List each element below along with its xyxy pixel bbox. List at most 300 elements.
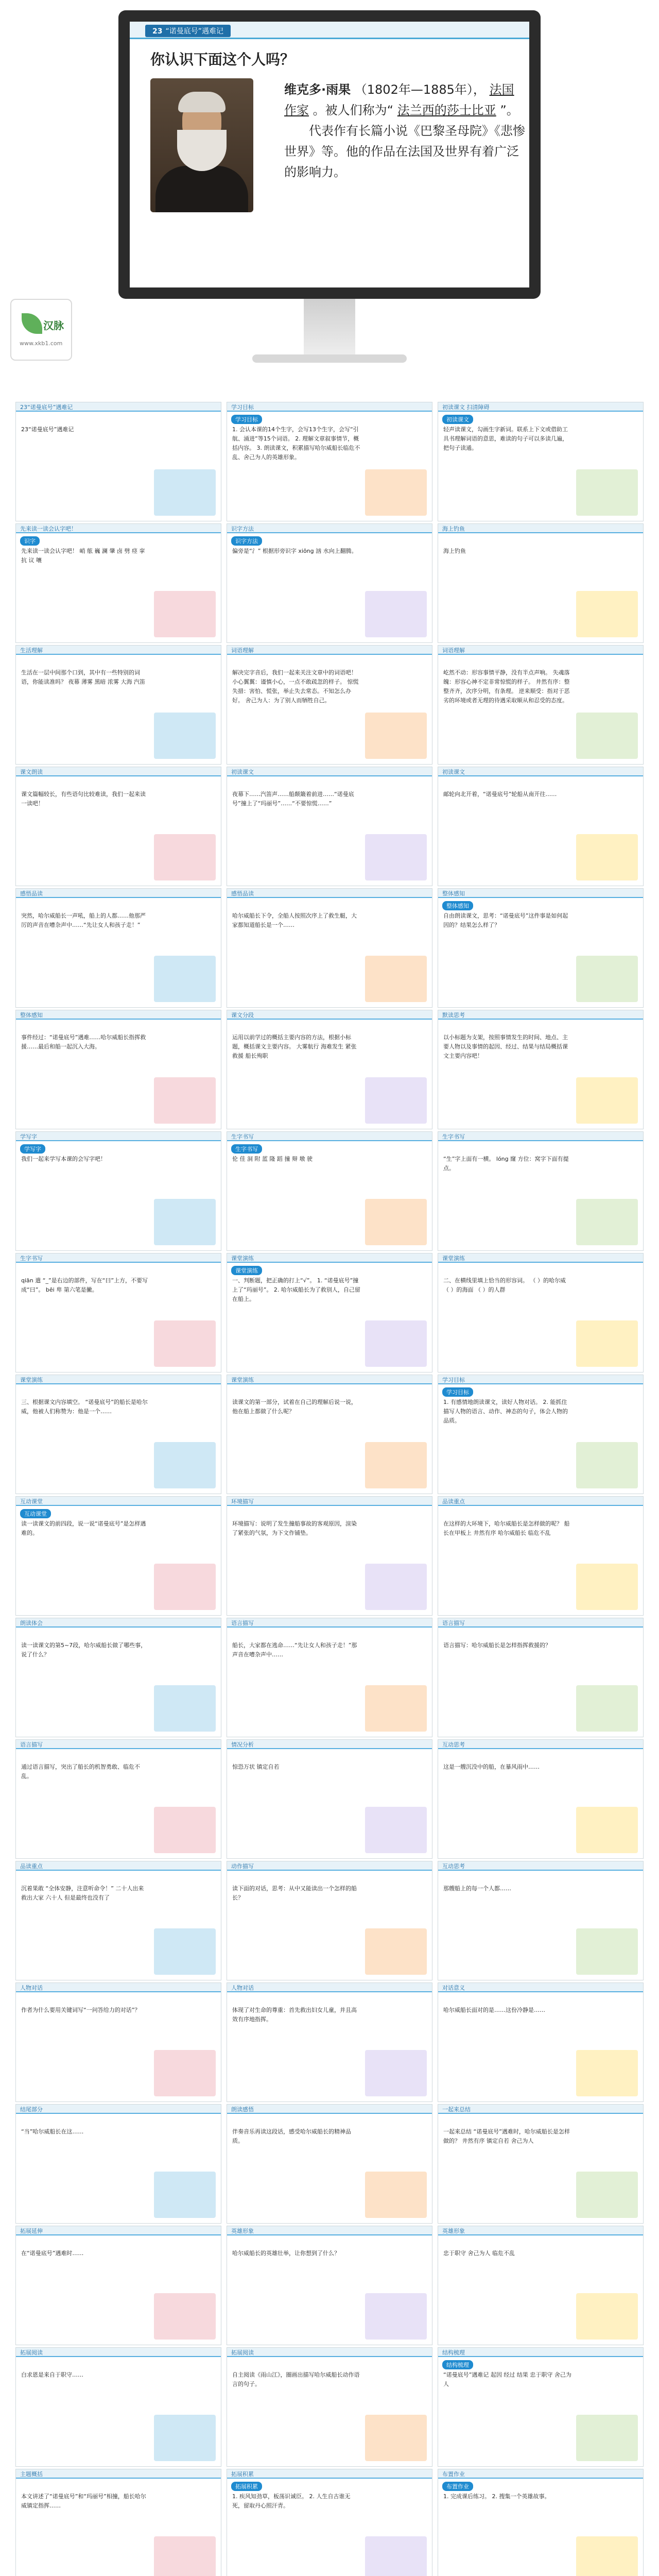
slide-illustration	[365, 469, 427, 516]
slide-thumbnail[interactable]	[227, 645, 432, 765]
slide-header-bar	[438, 1740, 643, 1749]
slide-title: 结尾部分	[20, 2106, 43, 2113]
slide-header-bar	[438, 1983, 643, 1992]
slide-thumbnail[interactable]	[438, 1496, 644, 1616]
slide-body-text: 语言描写：哈尔威船长是怎样指挥救援的？	[443, 1642, 551, 1649]
slide-illustration	[576, 2172, 638, 2218]
slide-header-bar	[438, 2469, 643, 2479]
slide-header-bar	[227, 2226, 432, 2235]
slide-title: 布置作业	[442, 2471, 465, 2478]
slide-section-tag: 学习目标	[231, 415, 262, 424]
slide-body-text: “诺曼底号”遇难记 起因 经过 结果 忠于职守 舍己为人	[443, 2371, 571, 2387]
slide-thumbnail[interactable]	[227, 1618, 432, 1737]
slide-thumbnail[interactable]	[227, 1131, 432, 1251]
slide-header-bar	[16, 2469, 221, 2479]
slide-header-bar	[438, 646, 643, 655]
slide-header-bar	[227, 2469, 432, 2479]
slide-thumbnail[interactable]	[227, 1253, 432, 1372]
slide-illustration	[576, 956, 638, 1002]
slide-illustration	[365, 1077, 427, 1124]
slide-header-bar	[16, 1132, 221, 1141]
slide-thumbnail[interactable]	[227, 767, 432, 886]
slide-title: 整体感知	[442, 890, 465, 897]
slide-thumbnail[interactable]	[227, 523, 432, 643]
slide-body-text: 解决完字音后，我们一起来关注文章中的词语吧！ 小心翼翼：谨慎小心，一点不敢疏忽的样子。 惊慌失措：害怕、慌张，举止失去常态。不知怎么办好。 舍己为人：为了别人而牺牲自己。	[232, 669, 359, 704]
bio-years: （1802年—1885年），	[354, 82, 485, 97]
slide-illustration	[576, 2050, 638, 2096]
slide-illustration	[365, 1685, 427, 1732]
slide-title: 主题概括	[20, 2471, 43, 2478]
slide-thumbnail[interactable]	[15, 1982, 221, 2102]
slide-header-bar	[16, 889, 221, 898]
slide-illustration	[576, 2293, 638, 2340]
slide-title: 拓展阅读	[20, 2349, 43, 2356]
slide-header-bar	[16, 402, 221, 412]
slide-thumbnail[interactable]	[15, 1861, 221, 1980]
slide-header-bar	[438, 1375, 643, 1384]
bio-text-a: 。被人们称为“	[313, 103, 394, 117]
slide-body-text: 船长，大家都在逃命……“先让女人和孩子走！”那声音在嘈杂声中……	[232, 1642, 357, 1658]
slide-illustration	[365, 1199, 427, 1245]
slide-illustration	[576, 713, 638, 759]
slide-illustration	[154, 2293, 216, 2340]
slide-title: 海上钓鱼	[442, 526, 465, 532]
slide-title: 课文朗读	[20, 769, 43, 775]
slide-thumbnail[interactable]	[438, 1861, 644, 1980]
slide-title: 互动思考	[442, 1741, 465, 1748]
slide-illustration	[154, 2536, 216, 2576]
slide-title: 生字书写	[442, 1133, 465, 1140]
slide-title: 课文分段	[231, 1012, 254, 1019]
slide-header-bar	[227, 1132, 432, 1141]
slide-title: 英雄形象	[231, 2228, 254, 2234]
portrait-coat	[155, 166, 248, 212]
monitor-stand	[304, 299, 355, 355]
slide-illustration	[154, 1442, 216, 1488]
slide-thumbnail[interactable]	[15, 2226, 221, 2345]
slide-title: 课堂演练	[231, 1255, 254, 1262]
slide-body-text: 哈尔威船长面对的是……这份冷静是……	[443, 2007, 545, 2013]
slide-body-text: 夜幕下……汽笛声……船颠簸着前进……“诺曼底号”撞上了“玛丽号”……“不要惊慌……”	[232, 791, 354, 807]
slide-header-bar	[438, 1132, 643, 1141]
slide-body-text: 二、在横线里填上恰当的形容词。 （ ）的哈尔威 （ ）的海面 （ ）的人群	[443, 1277, 566, 1293]
slide-thumbnail[interactable]	[227, 888, 432, 1008]
slide-body-text: 自由朗读课文，思考：“诺曼底号”这件事是如何起因的？结果怎么样了？	[443, 912, 568, 928]
slide-title: 学习目标	[231, 404, 254, 411]
slide-illustration	[365, 1564, 427, 1610]
slide-title: 互动思考	[442, 1863, 465, 1870]
slide-illustration	[365, 2293, 427, 2340]
slide-header-bar	[438, 1497, 643, 1506]
slide-body-text: 作者为什么要用关键词写“一问答给力的对话”？	[21, 2007, 141, 2013]
slide-section-tag: 识字	[20, 536, 40, 546]
slide-header-bar	[438, 889, 643, 898]
slide-body-text: 伴奏音乐再读这段话，感受哈尔威船长的精神品质。	[232, 2128, 351, 2144]
slide-header-bar	[16, 1618, 221, 1628]
slide-body-text: 1. 疾风知劲草，板荡识诚臣。 2. 人生自古谁无死，留取丹心照汗青。	[232, 2493, 351, 2509]
slide-illustration	[154, 1807, 216, 1853]
slide-title: 生字书写	[231, 1133, 254, 1140]
slide-illustration	[365, 2415, 427, 2461]
slide-illustration	[154, 1564, 216, 1610]
slide-title: 英雄形象	[442, 2228, 465, 2234]
slide-title: 拓展阅读	[231, 2349, 254, 2356]
slide-header-bar	[16, 2105, 221, 2114]
slide-header-bar	[227, 1618, 432, 1628]
slide-thumbnail[interactable]	[15, 1131, 221, 1251]
lesson-number: 23	[152, 27, 163, 36]
slide-title: 初读课文	[442, 769, 465, 775]
slide-section-tag: 学写字	[20, 1144, 45, 1154]
monitor-stand-base	[252, 354, 407, 363]
slide-thumbnail[interactable]	[227, 402, 432, 521]
slide-body-text: 体现了对生命的尊重：首先救出妇女儿童，并且高效有序地指挥。	[232, 2007, 357, 2023]
slide-body-text: “生”字上面有一横。 lóng 窿 方位：窝字下面有提点。	[443, 1156, 569, 1172]
slide-body-text: 事件经过：“诺曼底号”遇难……哈尔威船长指挥救援……最后和船一起沉入大海。	[21, 1034, 146, 1050]
slide-title: 结构梳理	[442, 2349, 465, 2356]
slide-illustration	[365, 956, 427, 1002]
slide-thumbnail[interactable]	[15, 1496, 221, 1616]
slide-header-bar	[16, 1497, 221, 1506]
slide-body-text: “当”哈尔威船长在这……	[21, 2128, 84, 2135]
slide-illustration	[154, 2415, 216, 2461]
slide-illustration	[576, 469, 638, 516]
slide-section-tag: 初读课文	[442, 415, 473, 424]
slide-header-bar	[227, 1010, 432, 1020]
slide-title: 感悟品读	[231, 890, 254, 897]
slide-thumbnail[interactable]	[15, 2347, 221, 2467]
slide-thumbnail[interactable]	[227, 1375, 432, 1494]
slide-body-text: 在这样的大环境下，哈尔威船长是怎样做的呢？ 船长在甲板上 井然有序 哈尔威船长 临危不乱	[443, 1520, 570, 1536]
slide-section-tag: 整体感知	[442, 901, 473, 910]
slide-illustration	[154, 469, 216, 516]
lesson-title: “诺曼底号”遇难记	[165, 27, 223, 36]
slide-thumbnail[interactable]	[15, 1253, 221, 1372]
slide-illustration	[576, 591, 638, 637]
slide-thumbnail[interactable]	[227, 1496, 432, 1616]
slide-header-bar	[16, 2348, 221, 2357]
slide-header-bar	[227, 889, 432, 898]
slide-thumbnail[interactable]	[438, 1375, 644, 1494]
author-portrait	[150, 78, 253, 212]
slide-body-text: 课文篇幅较长，有些语句比较难读，我们一起来读一读吧！	[21, 791, 146, 807]
slide-title: 情况分析	[231, 1741, 254, 1748]
slide-thumbnail[interactable]	[15, 2469, 221, 2576]
slide-body-text: 环境描写：说明了发生撞船事故的客观原因，渲染了紧张的气氛，为下文作铺垫。	[232, 1520, 357, 1536]
slide-illustration	[154, 713, 216, 759]
slide-header-bar	[438, 1861, 643, 1871]
slide-body-text: 读一读课文的第5~7段，哈尔威船长做了哪些事，说了什么？	[21, 1642, 147, 1658]
slide-illustration	[365, 1807, 427, 1853]
slide-thumbnail[interactable]	[15, 2104, 221, 2224]
slide-body-text: 突然，哈尔威船长一声吼，船上的人都……他那严厉的声音在嘈杂声中……“先让女人和孩子走！”	[21, 912, 146, 928]
slide-illustration	[365, 1928, 427, 1975]
slide-body-text: 伦 佳 洞 附 蓝 隆 蹈 撞 辩 墩 驶	[232, 1156, 313, 1162]
slide-title: 先来读一读会认字吧！	[20, 526, 77, 532]
slide-thumbnail[interactable]	[438, 1982, 644, 2102]
slide-title: 朗读体会	[20, 1620, 43, 1626]
slide-header-bar	[16, 1253, 221, 1263]
slide-header-bar	[438, 2226, 643, 2235]
slide-body-text: 那艘船上的每一个人都……	[443, 1885, 511, 1892]
slide-header-bar	[227, 1375, 432, 1384]
slide-thumbnail[interactable]	[227, 1739, 432, 1859]
slide-title: 朗读感悟	[231, 2106, 254, 2113]
slide-title: 课堂演练	[442, 1255, 465, 1262]
slide-title: 品读重点	[20, 1863, 43, 1870]
slide-body-text: 通过语言描写，突出了船长的机智勇敢、临危不乱。	[21, 1764, 140, 1780]
slide-title: 生活理解	[20, 647, 43, 654]
slide-body-text: 这是一艘沉没中的船，在暴风雨中……	[443, 1764, 540, 1770]
slide-illustration	[154, 1077, 216, 1124]
slide-illustration	[576, 834, 638, 880]
slide-thumbnail[interactable]	[15, 523, 221, 643]
slide-illustration	[154, 1685, 216, 1732]
slide-header-bar	[16, 767, 221, 776]
slide-illustration	[576, 2536, 638, 2576]
slide-body-text: 一、判断题，把正确的打上“√”。 1. “诺曼底号”撞上了“玛丽号”。 2. 哈尔威船长为了救别人，自己留在船上。	[232, 1277, 360, 1302]
slide-header-bar	[227, 2105, 432, 2114]
slide-illustration	[576, 1564, 638, 1610]
slide-header-bar	[16, 1861, 221, 1871]
slide-illustration	[154, 591, 216, 637]
slide-body-text: 轻声读课文，勾画生字新词。联系上下文或借助工具书理解词语的意思，难读的句子可以多读几遍，把句子读通。	[443, 426, 568, 451]
slide-body-text: 邮轮向北开着，“诺曼底号”轮船从南开往……	[443, 791, 557, 798]
slide-header-bar	[16, 1010, 221, 1020]
slide-illustration	[576, 1199, 638, 1245]
slide-illustration	[576, 1928, 638, 1975]
slide-title: 识字方法	[231, 526, 254, 532]
screen-question: 你认识下面这个人吗？	[150, 51, 295, 68]
slide-illustration	[365, 2050, 427, 2096]
slide-header-bar	[227, 402, 432, 412]
slide-title: 学习目标	[442, 1377, 465, 1383]
slide-header-bar	[16, 646, 221, 655]
slide-title: 一起来总结	[442, 2106, 471, 2113]
screen-topbar	[130, 22, 529, 39]
slide-illustration	[576, 2415, 638, 2461]
slide-body-text: qiān 遣 “_”是右边的部件，写在“曰”上方，不要写成“曰”。 bēi 卑 第六笔是撇。	[21, 1277, 148, 1293]
slide-illustration	[365, 713, 427, 759]
slide-illustration	[154, 956, 216, 1002]
bio-name: 维克多·雨果	[284, 82, 351, 97]
slide-title: 词语理解	[231, 647, 254, 654]
slide-header-bar	[438, 2105, 643, 2114]
slide-body-text: 我们一起来学写本课的会写字吧！	[21, 1156, 106, 1162]
slide-illustration	[365, 2172, 427, 2218]
hero-section	[0, 0, 659, 402]
slide-body-text: 生活在一层中间那个口到，其中有一些特别的词语，你能读准吗？ 夜幕 薄雾 黑暗 浓雾 大海 汽笛	[21, 669, 145, 685]
slide-thumbnail[interactable]	[15, 767, 221, 886]
slide-thumbnail[interactable]	[438, 1618, 644, 1737]
slide-title: 生字书写	[20, 1255, 43, 1262]
slide-title: 动作描写	[231, 1863, 254, 1870]
slide-title: 品读重点	[442, 1498, 465, 1505]
slide-body-text: 一起来总结 “诺曼底号”遇难时，哈尔威船长是怎样做的？ 井然有序 镇定自若 舍己为人	[443, 2128, 570, 2144]
slide-body-text: 哈尔威船长的英雄壮举，让你想到了什么？	[232, 2250, 340, 2257]
slide-thumbnail[interactable]	[438, 888, 644, 1008]
slide-thumbnail[interactable]	[438, 523, 644, 643]
leaf-icon	[22, 313, 42, 334]
slide-body-text: 屹然不动：形容事情平静，没有半点声响。 失魂落魄：形容心神不定非常惊慌的样子。 井然有序：整整齐齐，次序分明，有条理。 逆来顺受：指对于恶劣的环境或者无理的待遇采取顺从和忍受的态度。	[443, 669, 570, 704]
slide-body-text: 运用以前学过的概括主要内容的方法，根据小标题，概括课文主要内容。 大雾航行 海难发生 紧张救援 船长殉职	[232, 1034, 357, 1059]
slide-title: 整体感知	[20, 1012, 43, 1019]
slide-body-text: 读一读课文的前四段，说一说“诺曼底号”是怎样遇难的。	[21, 1520, 146, 1536]
slide-illustration	[154, 2050, 216, 2096]
slide-thumbnail[interactable]	[227, 2347, 432, 2467]
slide-illustration	[154, 834, 216, 880]
slide-thumbnail[interactable]	[227, 1982, 432, 2102]
slide-header-bar	[438, 2348, 643, 2357]
slide-body-text: 忠于职守 舍己为人 临危不乱	[443, 2250, 515, 2257]
slide-title: 人物对话	[231, 1985, 254, 1991]
lesson-tab	[145, 25, 231, 37]
slide-thumbnail[interactable]	[438, 1253, 644, 1372]
slide-section-tag: 生字书写	[231, 1144, 262, 1154]
slide-body-text: 海上钓鱼	[443, 548, 466, 554]
slide-title: 默读思考	[442, 1012, 465, 1019]
slide-title: 初读课文 扫清障碍	[442, 404, 490, 411]
portrait-beard	[177, 130, 227, 171]
slide-section-tag: 互动课堂	[20, 1509, 51, 1518]
slide-illustration	[365, 834, 427, 880]
slide-body-text: 本文讲述了“诺曼底号”和“玛丽号”相撞，船长哈尔威镇定指挥……	[21, 2493, 146, 2509]
slide-body-text: 偏旁是“氵” 根据形旁识字 xiōng 汹 水向上翻腾。	[232, 548, 357, 554]
slide-illustration	[365, 591, 427, 637]
author-bio	[284, 79, 526, 182]
slide-thumbnail[interactable]	[438, 2104, 644, 2224]
slide-header-bar	[438, 1618, 643, 1628]
slide-title: 人物对话	[20, 1985, 43, 1991]
slide-thumbnail[interactable]	[227, 2226, 432, 2345]
slide-thumbnail[interactable]	[15, 402, 221, 521]
slide-title: 课堂演练	[20, 1377, 43, 1383]
slide-section-tag: 识字方法	[231, 536, 262, 546]
slide-title: 课堂演练	[231, 1377, 254, 1383]
slide-thumbnail[interactable]	[438, 2469, 644, 2576]
slide-title: 语言描写	[20, 1741, 43, 1748]
slide-illustration	[365, 1320, 427, 1367]
slide-thumbnail[interactable]	[15, 1739, 221, 1859]
slide-header-bar	[16, 524, 221, 533]
slide-header-bar	[227, 1740, 432, 1749]
slide-section-tag: 拓展积累	[231, 2482, 262, 2491]
slide-thumbnail[interactable]	[438, 1131, 644, 1251]
slide-title: 环境描写	[231, 1498, 254, 1505]
slide-header-bar	[227, 1983, 432, 1992]
slide-thumbnail[interactable]	[438, 645, 644, 765]
slide-section-tag: 课堂演练	[231, 1266, 262, 1275]
slide-thumbnail[interactable]	[227, 1010, 432, 1129]
slide-body-text: 惊恐万状 镇定自若	[232, 1764, 280, 1770]
slide-body-text: 白求恩是来自于职守……	[21, 2371, 83, 2378]
slide-header-bar	[438, 402, 643, 412]
slide-body-text: 23“诺曼底号”遇难记	[21, 426, 74, 433]
slide-thumbnail[interactable]	[227, 2104, 432, 2224]
slide-thumbnail[interactable]	[227, 2469, 432, 2576]
bio-epithet: 法兰西的莎士比亚	[397, 103, 496, 117]
slide-title: 语言描写	[231, 1620, 254, 1626]
slide-body-text: 自主阅读《雨山江》，圈画出描写哈尔威船长动作语言的句子。	[232, 2371, 360, 2387]
slide-body-text: 先来读一读会认字吧！ 峭 舷 巍 澜 肇 卤 劈 痉 挛 抗 议 嚷	[21, 548, 145, 564]
slide-title: 拓展积累	[231, 2471, 254, 2478]
portrait-hair	[178, 92, 226, 112]
slide-header-bar	[16, 2226, 221, 2235]
slide-section-tag: 布置作业	[442, 2482, 473, 2491]
slide-title: 词语理解	[442, 647, 465, 654]
slide-illustration	[154, 1928, 216, 1975]
slide-header-bar	[227, 1497, 432, 1506]
slide-header-bar	[227, 1253, 432, 1263]
slide-body-text: 三、根据课文内容填空。 “诺曼底号”的船长是哈尔威，他被人们称赞为：他是一个……	[21, 1399, 148, 1415]
slide-title: 23“诺曼底号”遇难记	[20, 404, 73, 411]
slide-thumbnail[interactable]	[15, 1618, 221, 1737]
slide-title: 拓展延伸	[20, 2228, 43, 2234]
slide-thumbnail[interactable]	[227, 1861, 432, 1980]
slide-body-text: 沉着果敢 “全体安静，注意听命令！” 二十人出来 救出大家 六十人 但是最终也没有了	[21, 1885, 144, 1901]
calendar-logo	[10, 299, 72, 361]
slide-header-bar	[16, 1983, 221, 1992]
slide-title: 互动课堂	[20, 1498, 43, 1505]
slide-title: 对话意义	[442, 1985, 465, 1991]
slide-body-text: 在“诺曼底号”遇难时……	[21, 2250, 84, 2257]
monitor-screen	[130, 22, 529, 287]
slide-header-bar	[438, 767, 643, 776]
logo-brand: 汉脉	[43, 319, 64, 332]
slide-title: 学写字	[20, 1133, 37, 1140]
slide-thumbnail[interactable]	[438, 2226, 644, 2345]
slide-body-text: 读课文的第一部分，试着在自己的理解后说一说，他在船上都做了什么呢？	[232, 1399, 357, 1415]
slide-illustration	[365, 2536, 427, 2576]
bio-works: 代表作有长篇小说《巴黎圣母院》《悲惨世界》等。他的作品在法国及世界有着广泛的影响力。	[284, 124, 525, 179]
slide-title: 语言描写	[442, 1620, 465, 1626]
slide-thumbnail[interactable]	[438, 767, 644, 886]
slide-section-tag: 结构梳理	[442, 2360, 473, 2369]
slide-thumbnail[interactable]	[15, 645, 221, 765]
slide-thumbnail[interactable]	[15, 888, 221, 1008]
slide-header-bar	[438, 1010, 643, 1020]
slide-illustration	[576, 1077, 638, 1124]
slide-thumbnail[interactable]	[15, 1375, 221, 1494]
slide-body-text: 1. 会认本课的14个生字，会写13个生字，会写“引航、涌进”等15个词语。 2. 理解文章叙事情节，概括内容。 3. 朗读课文，积累描写哈尔威船长临危不乱、舍己为人的英雄形象。	[232, 426, 360, 461]
slide-thumbnail[interactable]	[438, 402, 644, 521]
slide-title: 感悟品读	[20, 890, 43, 897]
slide-illustration	[154, 2172, 216, 2218]
slide-illustration	[154, 1199, 216, 1245]
bio-nationality: 法国作家	[284, 82, 514, 117]
slide-illustration	[154, 1320, 216, 1367]
slide-header-bar	[227, 2348, 432, 2357]
slide-thumbnail[interactable]	[438, 1739, 644, 1859]
slide-header-bar	[227, 767, 432, 776]
slide-body-text: 哈尔威船长下令，全船人按照次序上了救生艇，大家都知道船长是一个……	[232, 912, 357, 928]
slide-body-text: 读下面的对话，思考：从中又能读出一个怎样的船长？	[232, 1885, 357, 1901]
slide-title: 初读课文	[231, 769, 254, 775]
slide-header-bar	[16, 1375, 221, 1384]
slide-header-bar	[227, 646, 432, 655]
slide-header-bar	[16, 1740, 221, 1749]
slide-thumbnail[interactable]	[438, 1010, 644, 1129]
logo-subtext: www.xkb1.com	[20, 340, 63, 347]
slide-thumbnail[interactable]	[438, 2347, 644, 2467]
slide-section-tag: 学习目标	[442, 1387, 473, 1397]
slide-illustration	[365, 1442, 427, 1488]
slide-header-bar	[438, 1253, 643, 1263]
slide-body-text: 以小标题为支架，按照事情发生的时间、地点、主要人物以及事情的起因、经过、结果与结局概括课文主要内容吧！	[443, 1034, 568, 1059]
slide-body-text: 1. 有感情地朗读课文，读好人物对话。 2. 能抓住描写人物的语言、动作、神态的句子，体会人物的品质。	[443, 1399, 568, 1424]
monitor-frame	[118, 10, 541, 299]
slide-thumbnail[interactable]	[15, 1010, 221, 1129]
